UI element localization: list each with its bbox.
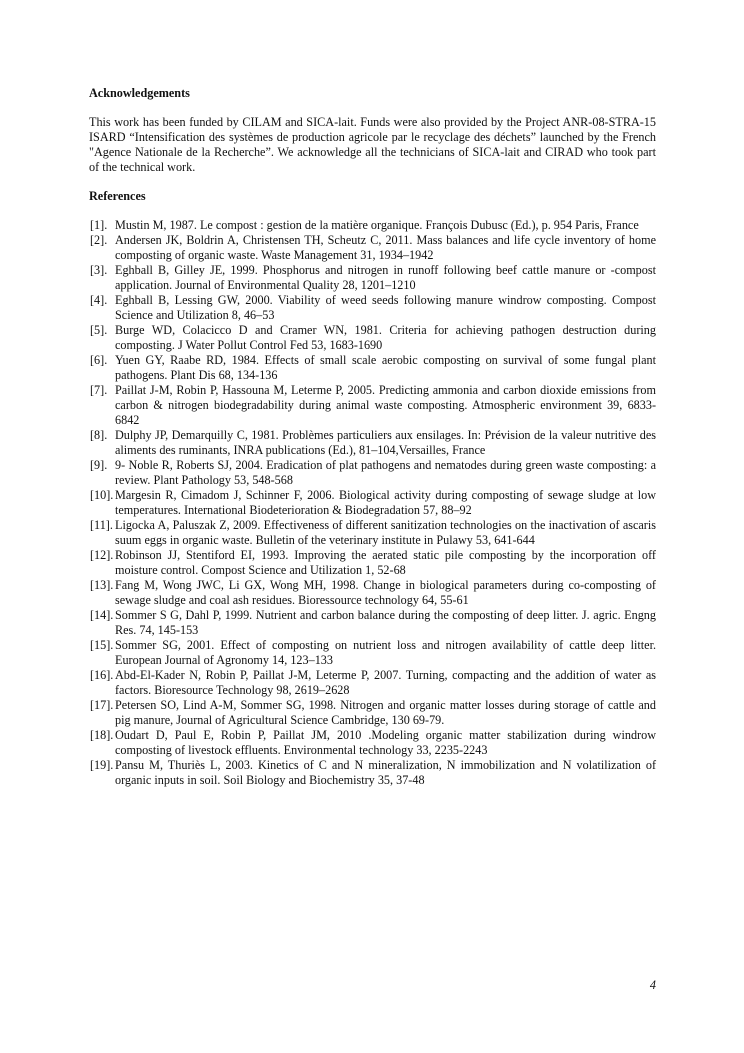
reference-text: Robinson JJ, Stentiford EI, 1993. Improving the aerated static pile composting by the incorporation off moisture control. Compost Science and Utilization 1, 52-68 — [115, 548, 656, 577]
reference-text: Dulphy JP, Demarquilly C, 1981. Problèmes particuliers aux ensilages. In: Prévision de la valeur nutritive des aliments des ruminants, INRA publications (Ed.), 81–104,Versailles, France — [115, 428, 656, 457]
reference-item — [89, 608, 656, 638]
page-number: 4 — [649, 978, 656, 992]
reference-text: Oudart D, Paul E, Robin P, Paillat JM, 2010 .Modeling organic matter stabilization during windrow composting of livestock effluents. Environmental technology 33, 2235-2243 — [115, 728, 656, 757]
acknowledgements-heading: Acknowledgements — [89, 86, 190, 100]
reference-item — [89, 668, 656, 698]
reference-item — [89, 458, 656, 488]
reference-item — [89, 353, 656, 383]
reference-item — [89, 758, 656, 788]
reference-item — [89, 578, 656, 608]
reference-text: Petersen SO, Lind A-M, Sommer SG, 1998. Nitrogen and organic matter losses during storage of cattle and pig manure, Journal of Agricultural Science Cambridge, 130 69-79. — [115, 698, 656, 727]
reference-number: [5]. — [90, 323, 108, 337]
reference-item — [89, 638, 656, 668]
reference-number: [18]. — [90, 728, 114, 742]
reference-number: [16]. — [90, 668, 114, 682]
reference-text: Sommer SG, 2001. Effect of composting on nutrient loss and nitrogen availability of cattle deep litter. European Journal of Agronomy 14, 123–133 — [115, 638, 656, 667]
reference-number: [11]. — [90, 518, 113, 532]
reference-number: [4]. — [90, 293, 108, 307]
reference-number: [10]. — [90, 488, 114, 502]
reference-number: [3]. — [90, 263, 108, 277]
reference-text: Mustin M, 1987. Le compost : gestion de la matière organique. François Dubusc (Ed.), p. 954 Paris, France — [115, 218, 639, 232]
reference-text: Ligocka A, Paluszak Z, 2009. Effectiveness of different sanitization technologies on the inactivation of ascaris suum eggs in organic waste. Bulletin of the veterinary institute in Pulawy 53, 641-644 — [115, 518, 656, 547]
reference-text: Andersen JK, Boldrin A, Christensen TH, Scheutz C, 2011. Mass balances and life cycle inventory of home composting of organic waste. Waste Management 31, 1934–1942 — [115, 233, 656, 262]
reference-text: Yuen GY, Raabe RD, 1984. Effects of small scale aerobic composting on survival of some fungal plant pathogens. Plant Dis 68, 134-136 — [115, 353, 656, 382]
reference-item — [89, 428, 656, 458]
references-heading: References — [89, 189, 146, 203]
reference-text: Fang M, Wong JWC, Li GX, Wong MH, 1998. Change in biological parameters during co-composting of sewage sludge and coal ash residues. Bioressource technology 64, 55-61 — [115, 578, 656, 607]
reference-item — [89, 323, 656, 353]
reference-number: [8]. — [90, 428, 108, 442]
reference-item — [89, 263, 656, 293]
reference-text: Eghball B, Gilley JE, 1999. Phosphorus and nitrogen in runoff following beef cattle manure or -compost application. Journal of Environmental Quality 28, 1201–1210 — [115, 263, 656, 292]
reference-text: Pansu M, Thuriès L, 2003. Kinetics of C and N mineralization, N immobilization and N volatilization of organic inputs in soil. Soil Biology and Biochemistry 35, 37-48 — [115, 758, 656, 787]
reference-item — [89, 218, 656, 233]
references-list — [89, 218, 656, 788]
reference-number: [15]. — [90, 638, 114, 652]
reference-item — [89, 548, 656, 578]
reference-item — [89, 293, 656, 323]
page-content — [89, 86, 656, 788]
reference-number: [19]. — [90, 758, 114, 772]
reference-text: Paillat J-M, Robin P, Hassouna M, Leterme P, 2005. Predicting ammonia and carbon dioxide emissions from carbon & nitrogen biodegradability during animal waste composting. Atmospheric environment 39, 6833-6842 — [115, 383, 656, 427]
reference-number: [2]. — [90, 233, 108, 247]
reference-item — [89, 518, 656, 548]
acknowledgements-body: This work has been funded by CILAM and SICA-lait. Funds were also provided by the Project ANR-08-STRA-15 ISARD “Intensification des systèmes de production agricole par le recyclage des déchets” launched by the French "Agence Nationale de la Recherche”. We acknowledge all the technicians of SICA-lait and CIRAD who took part of the technical work. — [89, 115, 656, 174]
reference-item — [89, 233, 656, 263]
reference-number: [7]. — [90, 383, 108, 397]
reference-text: Burge WD, Colacicco D and Cramer WN, 1981. Criteria for achieving pathogen destruction during composting. J Water Pollut Control Fed 53, 1683-1690 — [115, 323, 656, 352]
reference-number: [14]. — [90, 608, 114, 622]
reference-number: [17]. — [90, 698, 114, 712]
reference-number: [13]. — [90, 578, 114, 592]
reference-item — [89, 383, 656, 428]
reference-text: 9- Noble R, Roberts SJ, 2004. Eradication of plat pathogens and nematodes during green waste composting: a review. Plant Pathology 53, 548-568 — [115, 458, 656, 487]
reference-number: [6]. — [90, 353, 108, 367]
reference-text: Sommer S G, Dahl P, 1999. Nutrient and carbon balance during the composting of deep litter. J. agric. Engng Res. 74, 145-153 — [115, 608, 656, 637]
reference-number: [1]. — [90, 218, 108, 232]
reference-text: Eghball B, Lessing GW, 2000. Viability of weed seeds following manure windrow composting. Compost Science and Utilization 8, 46–53 — [115, 293, 656, 322]
reference-item — [89, 728, 656, 758]
reference-number: [9]. — [90, 458, 108, 472]
reference-text: Margesin R, Cimadom J, Schinner F, 2006. Biological activity during composting of sewage sludge at low temperatures. International Biodeterioration & Biodegradation 57, 88–92 — [115, 488, 656, 517]
reference-item — [89, 488, 656, 518]
reference-number: [12]. — [90, 548, 114, 562]
reference-item — [89, 698, 656, 728]
reference-text: Abd-El-Kader N, Robin P, Paillat J-M, Leterme P, 2007. Turning, compacting and the addition of water as factors. Bioresource Technology 98, 2619–2628 — [115, 668, 656, 697]
